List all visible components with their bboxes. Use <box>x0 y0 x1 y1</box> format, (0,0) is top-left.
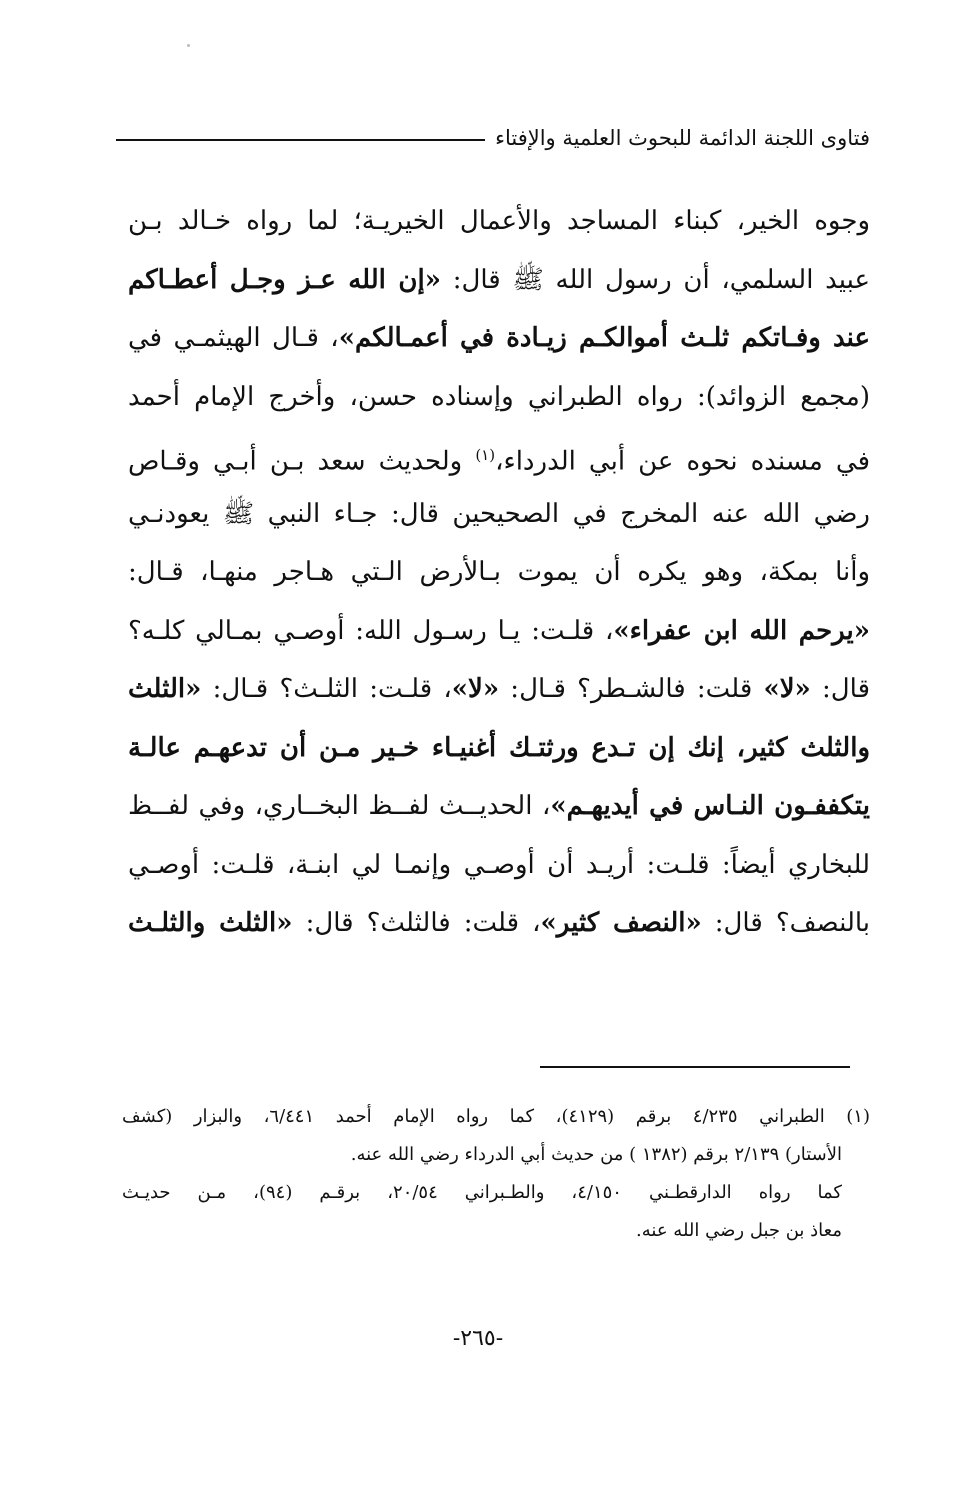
body-text-segment: قال: <box>810 674 870 704</box>
bold-hadith-text: «لا» <box>763 674 811 704</box>
footnote-line: الأستار) ٢/١٣٩ برقم (١٣٨٢ ) من حديث أبي الدرداء رضي الله عنه. <box>350 1144 842 1165</box>
body-text-segment: للبخاري أيضاً: قلـت: أريـد أن أوصـي وإنمـا لي ابنـة، قلـت: أوصـي <box>128 849 870 880</box>
footnote-marker: (١) <box>475 446 496 464</box>
body-text-segment: رضي الله عنه المخرج في الصحيحين قال: جـاء النبي ﷺ يعودنـي <box>128 498 870 529</box>
body-text-segment: قلت: فالشـطر؟ قـال: <box>499 674 764 704</box>
bold-hadith-text: «لا» <box>451 674 500 704</box>
bold-hadith-text: عند وفـاتكم ثلـث أموالكـم زيـادة في أعمـالكم» <box>338 323 870 353</box>
body-text-segment: ولحديث سعد بـن أبـي وقـاص <box>128 446 476 477</box>
body-text-segment: وأنا بمكة، وهو يكره أن يموت بـالأرض الـتي هـاجر منهـا، قـال: <box>128 557 870 587</box>
bold-hadith-text: «يرحم الله ابن عفراء» <box>613 615 870 646</box>
body-line <box>128 192 870 251</box>
footnote-line: (١) الطبراني ٤/٢٣٥ برقم (٤١٢٩)، كما رواه الإمام أحمد ٦/٤٤١، والبزار (كشف <box>122 1106 870 1127</box>
body-line <box>128 309 870 368</box>
scan-speck <box>187 44 190 47</box>
body-line <box>128 251 870 310</box>
body-text-segment: ، قـال الهيثمـي في <box>128 323 339 353</box>
footnotes <box>122 1098 870 1250</box>
body-text-segment: ، الحديــث لفــظ البخــاري، وفي لفــظ <box>128 791 551 821</box>
body-text-segment: (مجمع الزوائد): رواه الطبراني وإسناده حسن، وأخرج الإمام أحمد <box>128 381 870 412</box>
body-line <box>128 719 870 778</box>
body-line <box>128 894 870 953</box>
body-line <box>128 836 870 895</box>
body-line <box>128 426 870 485</box>
bold-hadith-text: يتكففـون النـاس في أيديهـم» <box>550 791 870 821</box>
body-text-segment: ، قلـت: الثلـث؟ قـال: <box>201 674 452 704</box>
body-text-segment: ، قلـت: يـا رسـول الله: أوصـي بمـالي كلـه؟ <box>128 615 614 646</box>
body-text-segment: في مسنده نحوه عن أبي الدرداء، <box>495 446 870 477</box>
body-line <box>128 368 870 427</box>
body-line <box>128 660 870 719</box>
header-rule <box>116 139 485 141</box>
body-text-segment: بالنصف؟ قال: <box>701 908 870 938</box>
footnote-separator <box>540 1066 850 1068</box>
bold-hadith-text: «النصف كثير» <box>540 908 702 938</box>
body-text-segment: عبيد السلمي، أن رسول الله ﷺ قال: <box>440 264 870 295</box>
body-line <box>128 485 870 544</box>
bold-hadith-text: «الثلث <box>128 674 202 704</box>
footnote-line: كما رواه الدارقطـني ٤/١٥٠، والطـبراني ٢٠/٥٤، برقـم (٩٤)، مـن حديـث <box>122 1182 842 1203</box>
bold-hadith-text: «الثلث والثلـث <box>128 908 293 938</box>
body-line <box>128 777 870 836</box>
header-title: فتاوى اللجنة الدائمة للبحوث العلمية والإفتاء <box>495 126 870 150</box>
body-text-segment: ، قلت: فالثلث؟ قال: <box>292 908 541 938</box>
running-header <box>116 118 870 158</box>
page-number: -٢٦٥- <box>452 1326 504 1351</box>
body-line <box>128 543 870 602</box>
body-text-segment: وجوه الخير، كبناء المساجد والأعمال الخيريـة؛ لما رواه خـالد بـن <box>128 206 870 236</box>
footnote-line: معاذ بن جبل رضي الله عنه. <box>636 1220 842 1241</box>
body-text <box>128 192 870 953</box>
bold-hadith-text: «إن الله عـز وجـل أعطـاكم <box>128 264 441 295</box>
bold-hadith-text: والثلث كثير، إنك إن تـدع ورثتـك أغنيـاء خـير مـن أن تدعهـم عالـة <box>128 732 870 763</box>
body-line <box>128 602 870 661</box>
